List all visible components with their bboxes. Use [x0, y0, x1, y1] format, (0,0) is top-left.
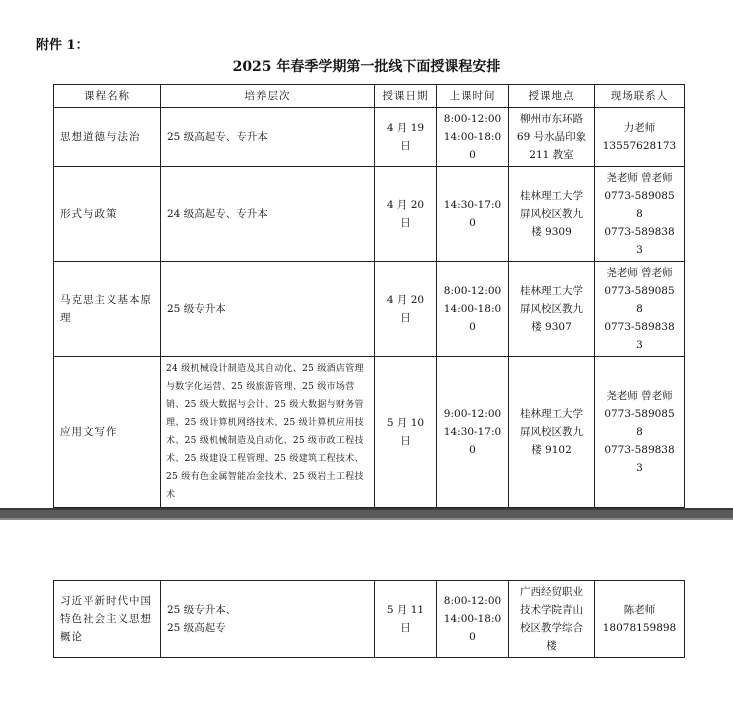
contact-line: 尧老师 曾老师 [606, 172, 673, 184]
location-line: 校区教学综合 [520, 622, 583, 634]
class-date: 5 月 10 日 [375, 357, 437, 508]
time-slot: 14:00-18:00 [443, 613, 502, 643]
class-date: 4 月 19 日 [375, 108, 437, 167]
location-line: 屏风校区教九 [520, 303, 583, 315]
table-header-row [54, 85, 685, 108]
education-level: 25 级专升本 [161, 262, 375, 357]
contact-line: 0773-5898383 [604, 444, 675, 474]
time-slot: 8:00-12:00 [443, 113, 502, 125]
header-location: 授课地点 [509, 85, 595, 108]
contact-line: 18078159898 [602, 622, 677, 634]
contact-line: 0773-5890858 [604, 285, 675, 315]
table-row [54, 108, 685, 167]
contact-line: 尧老师 曾老师 [606, 267, 673, 279]
course-name: 思想道德与法治 [54, 108, 161, 167]
class-location [509, 262, 595, 357]
contact-line: 陈老师 [623, 604, 656, 616]
contact-line: 0773-5890858 [604, 190, 675, 220]
header-level: 培养层次 [161, 85, 375, 108]
time-slot: 8:00-12:00 [443, 595, 502, 607]
time-slot: 14:30-17:00 [443, 199, 502, 229]
class-date: 5 月 11 日 [375, 581, 437, 658]
education-level: 24 级高起专、专升本 [161, 167, 375, 262]
schedule-table-continued [53, 580, 685, 658]
location-line: 楼 9102 [531, 444, 572, 456]
time-slot: 14:00-18:00 [443, 131, 502, 161]
class-time [437, 167, 509, 262]
location-line: 楼 9309 [531, 226, 572, 238]
location-line: 211 教室 [529, 149, 574, 161]
class-location [509, 167, 595, 262]
contact-line: 力老师 [623, 122, 656, 134]
contact-line: 0773-5898383 [604, 321, 675, 351]
location-line: 屏风校区教九 [520, 208, 583, 220]
class-date: 4 月 20 日 [375, 262, 437, 357]
contact-person [595, 167, 685, 262]
page-break-divider [0, 508, 733, 520]
header-time: 上课时间 [437, 85, 509, 108]
location-line: 技术学院青山 [520, 604, 583, 616]
class-time [437, 581, 509, 658]
contact-line: 13557628173 [602, 140, 677, 152]
location-line: 屏风校区教九 [520, 426, 583, 438]
header-course: 课程名称 [54, 85, 161, 108]
location-line: 桂林理工大学 [520, 408, 583, 420]
course-name: 习近平新时代中国特色社会主义思想概论 [54, 581, 161, 658]
time-slot: 14:00-18:00 [443, 303, 502, 333]
level-line: 25 级专升本、 [167, 604, 237, 616]
header-contact: 现场联系人 [595, 85, 685, 108]
location-line: 桂林理工大学 [520, 190, 583, 202]
education-level: 24 级机械设计制造及其自动化、25 级酒店管理与数字化运营、25 级旅游管理、25 级市场营销、25 级大数据与会计、25 级大数据与财务管理、25 级计算机网络技术、25 级计算机应用技术、25 级机械制造及自动化、25 级市政工程技术、25 级建设工程管理、25 级建筑工程技术、25 级有色金属智能冶金技术、25 级岩土工程技术 [161, 357, 375, 508]
course-name: 形式与政策 [54, 167, 161, 262]
contact-person [595, 262, 685, 357]
schedule-table [53, 84, 685, 508]
course-name: 应用文写作 [54, 357, 161, 508]
table-row [54, 262, 685, 357]
table-row [54, 167, 685, 262]
location-line: 桂林理工大学 [520, 285, 583, 297]
time-slot: 9:00-12:00 [443, 408, 502, 420]
table-row [54, 357, 685, 508]
document-page-2 [0, 520, 733, 726]
class-location [509, 581, 595, 658]
class-time [437, 262, 509, 357]
contact-person [595, 581, 685, 658]
contact-person [595, 357, 685, 508]
contact-person [595, 108, 685, 167]
class-location [509, 108, 595, 167]
location-line: 柳州市东环路 [520, 113, 583, 125]
location-line: 69 号水晶印象 [516, 131, 587, 143]
class-time [437, 357, 509, 508]
contact-line: 尧老师 曾老师 [606, 390, 673, 402]
contact-line: 0773-5898383 [604, 226, 675, 256]
attachment-label: 附件 1： [36, 38, 89, 53]
class-date: 4 月 20 日 [375, 167, 437, 262]
education-level: 25 级高起专、专升本 [161, 108, 375, 167]
course-name: 马克思主义基本原理 [54, 262, 161, 357]
location-line: 楼 9307 [531, 321, 572, 333]
class-time [437, 108, 509, 167]
table-row [54, 581, 685, 658]
level-line: 25 级高起专 [167, 622, 226, 634]
location-line: 广西经贸职业 [520, 586, 583, 598]
contact-line: 0773-5890858 [604, 408, 675, 438]
education-level [161, 581, 375, 658]
header-date: 授课日期 [375, 85, 437, 108]
time-slot: 14:30-17:00 [443, 426, 502, 456]
time-slot: 8:00-12:00 [443, 285, 502, 297]
location-line: 楼 [546, 640, 557, 652]
page-title: 2025 年春季学期第一批线下面授课程安排 [232, 59, 501, 75]
class-location [509, 357, 595, 508]
